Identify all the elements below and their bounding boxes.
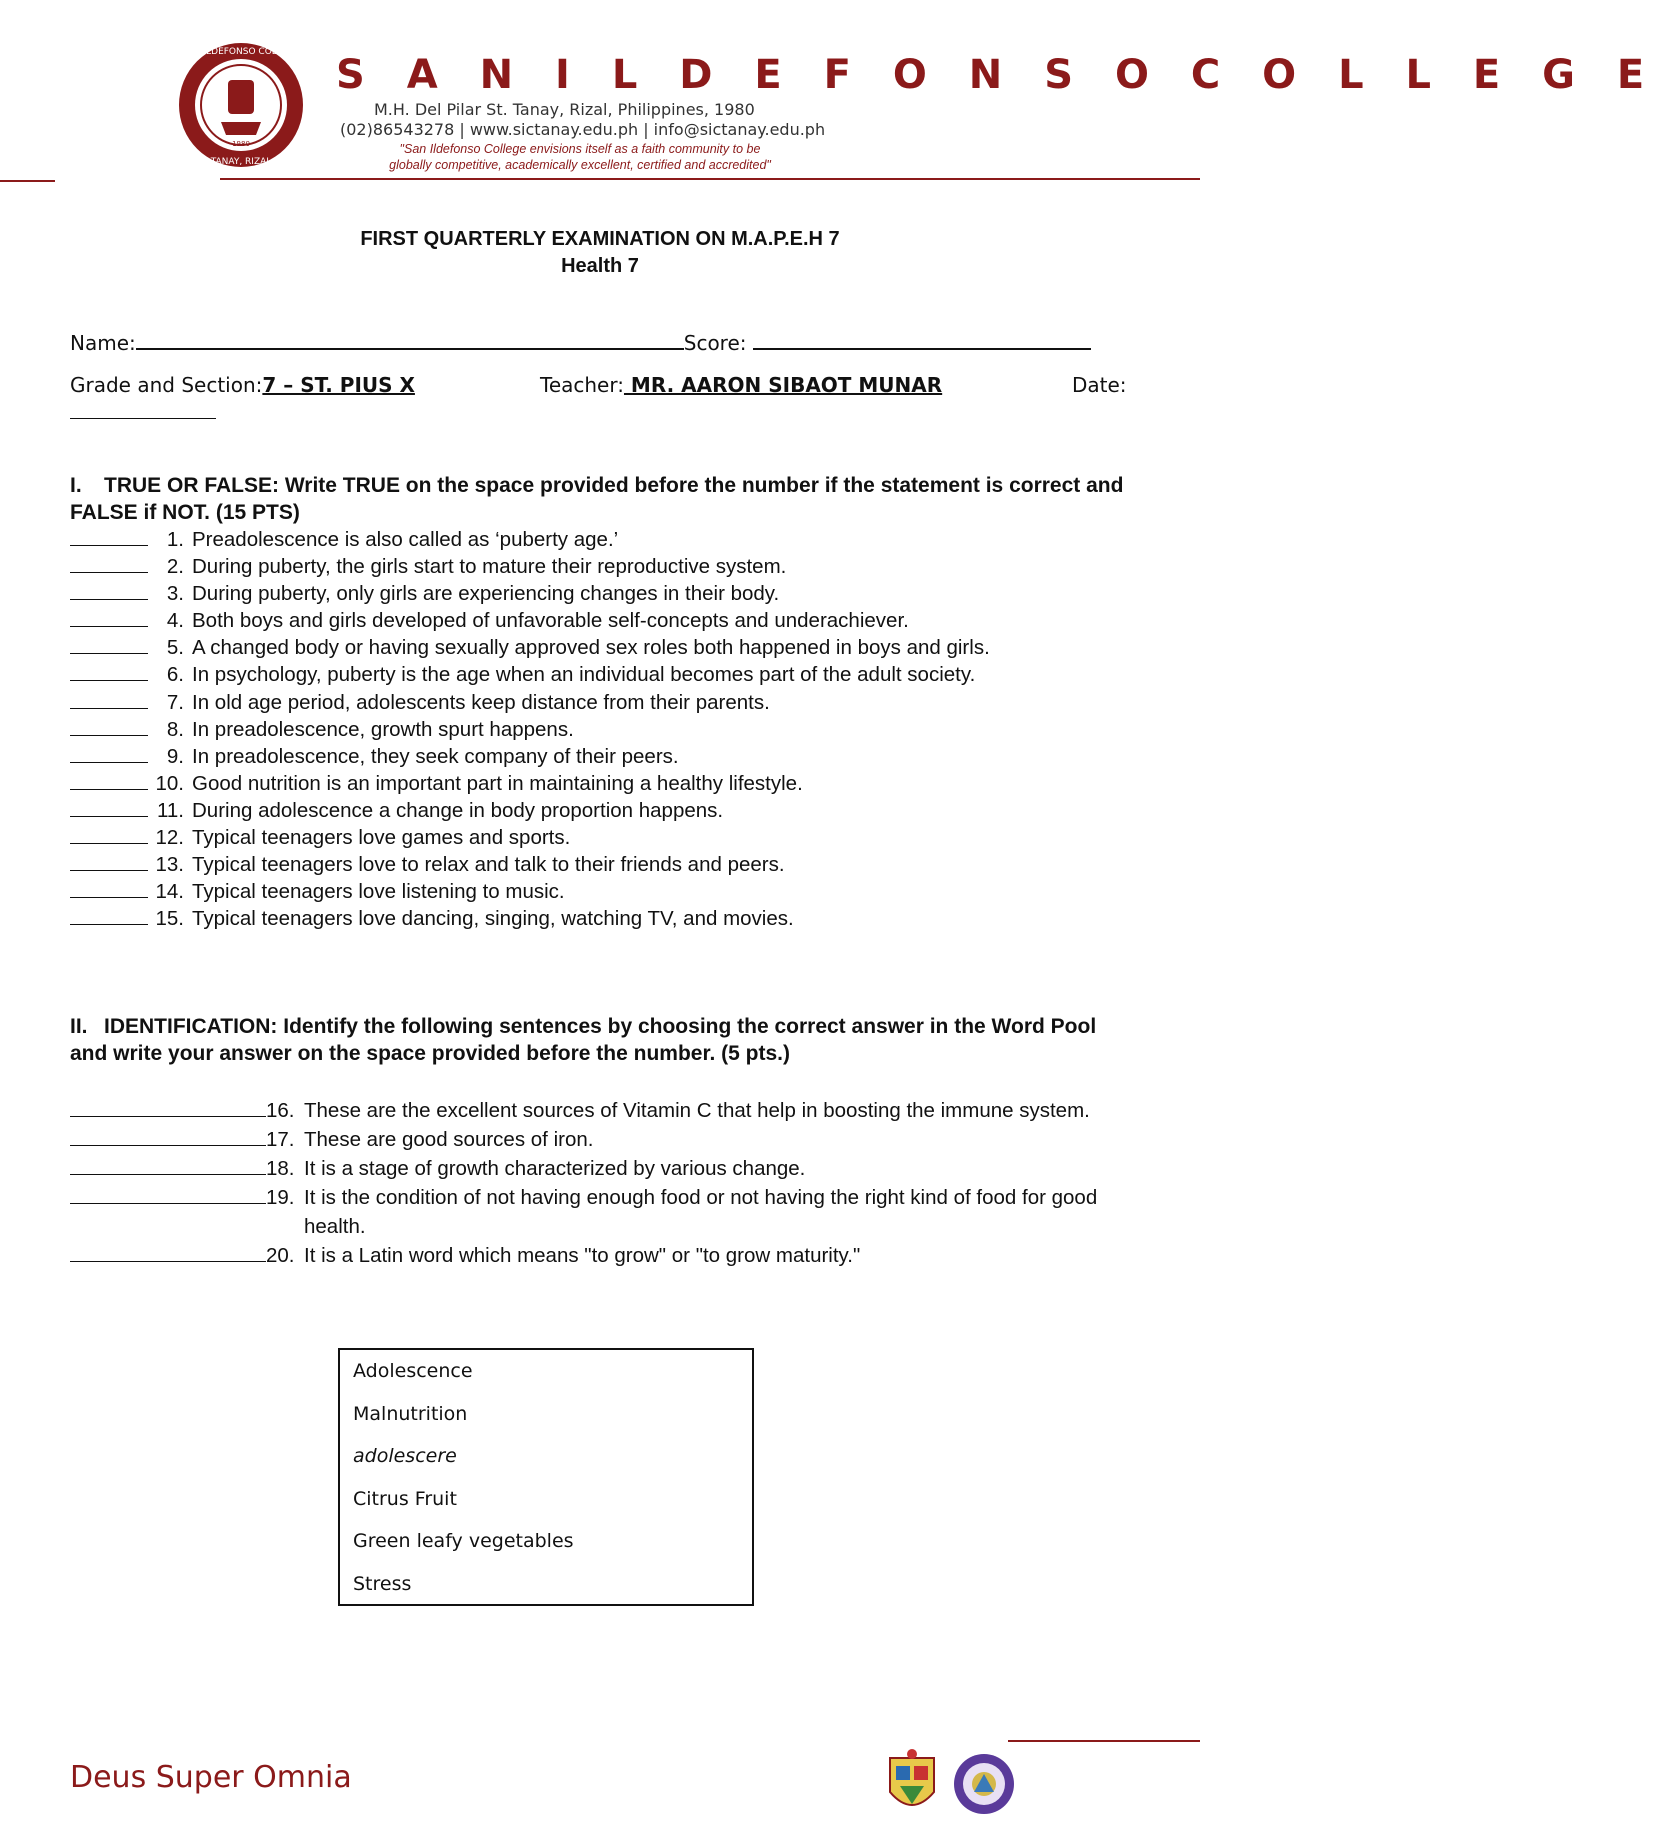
section2-heading: II. IDENTIFICATION: Identify the following sentences by choosing the correct answer in the Word Pool and write your answer on the space provided before the number. (5 pts.) xyxy=(70,1015,1097,1065)
teacher-row xyxy=(540,373,942,397)
answer-blank[interactable] xyxy=(70,851,148,871)
answer-blank[interactable] xyxy=(70,607,148,627)
college-name: S A N I L D E F O N S O C O L L E G E xyxy=(336,52,1658,98)
item-text: In old age period, adolescents keep distance from their parents. xyxy=(192,690,770,714)
identification-item xyxy=(70,1096,1150,1125)
true-false-item xyxy=(70,716,1150,743)
item-number: 3. xyxy=(166,582,184,606)
identification-item xyxy=(70,1125,1150,1154)
item-text: Typical teenagers love games and sports. xyxy=(192,826,571,850)
item-text: Typical teenagers love listening to music. xyxy=(192,880,565,904)
item-text: In preadolescence, they seek company of their peers. xyxy=(192,744,679,768)
item-text: It is a stage of growth characterized by various change. xyxy=(304,1157,806,1180)
answer-blank[interactable] xyxy=(70,1241,266,1262)
item-number: 19. xyxy=(266,1186,295,1209)
date-label: Date: xyxy=(1072,373,1127,397)
true-false-item xyxy=(70,905,1150,932)
svg-text:SAN ILDEFONSO COLLEGE: SAN ILDEFONSO COLLEGE xyxy=(181,47,301,57)
answer-blank[interactable] xyxy=(70,770,148,790)
true-false-item xyxy=(70,797,1150,824)
item-number: 18. xyxy=(266,1157,295,1180)
item-text: Typical teenagers love dancing, singing, watching TV, and movies. xyxy=(192,907,794,931)
answer-blank[interactable] xyxy=(70,689,148,709)
item-text: During puberty, only girls are experiencing changes in their body. xyxy=(192,582,780,606)
college-vision: "San Ildefonso College envisions itself as a faith community to be globally competitive, academically excellent, certified and accredited" xyxy=(389,142,771,172)
item-number: 11. xyxy=(157,798,184,822)
svg-text:TANAY, RIZAL: TANAY, RIZAL xyxy=(210,157,272,167)
section1-heading: I. TRUE OR FALSE: Write TRUE on the space provided before the number if the statement is correct and FALSE if NOT. (15 PTS) xyxy=(70,474,1124,524)
item-text: During adolescence a change in body proportion happens. xyxy=(192,798,724,822)
answer-blank[interactable] xyxy=(70,1154,266,1175)
grade-value: 7 – ST. PIUS X xyxy=(262,373,415,397)
word-pool-item: Adolescence xyxy=(353,1360,473,1382)
item-text: A changed body or having sexually approved sex roles both happened in boys and girls. xyxy=(192,636,990,660)
diocese-crest-icon xyxy=(884,1748,940,1820)
date-field[interactable] xyxy=(70,418,216,419)
item-number: 7. xyxy=(166,690,184,714)
association-seal-icon xyxy=(952,1752,1016,1816)
college-address: M.H. Del Pilar St. Tanay, Rizal, Philippines, 1980 xyxy=(374,100,755,119)
item-text: Good nutrition is an important part in maintaining a healthy lifestyle. xyxy=(192,771,803,795)
item-number: 8. xyxy=(166,717,184,741)
item-number: 17. xyxy=(266,1128,295,1151)
footer-divider xyxy=(1008,1740,1200,1742)
grade-row xyxy=(70,373,415,397)
item-text: In psychology, puberty is the age when an individual becomes part of the adult society. xyxy=(192,663,976,687)
answer-blank[interactable] xyxy=(70,1183,266,1204)
true-false-item xyxy=(70,878,1150,905)
true-false-item xyxy=(70,824,1150,851)
word-pool-item: adolescere xyxy=(353,1445,457,1467)
true-false-item xyxy=(70,743,1150,770)
item-text: These are the excellent sources of Vitamin C that help in boosting the immune system. xyxy=(304,1099,1090,1122)
answer-blank[interactable] xyxy=(70,526,148,546)
item-text: Preadolescence is also called as ‘puberty age.’ xyxy=(192,528,619,551)
footer-motto: Deus Super Omnia xyxy=(70,1760,352,1795)
answer-blank[interactable] xyxy=(70,824,148,844)
item-text: It is a Latin word which means "to grow" or "to grow maturity." xyxy=(304,1244,861,1267)
item-text: During puberty, the girls start to mature their reproductive system. xyxy=(192,555,787,579)
college-contact: (02)86543278 | www.sictanay.edu.ph | info@sictanay.edu.ph xyxy=(340,120,826,139)
header-divider-left xyxy=(0,180,55,182)
section2-items xyxy=(70,1096,1150,1270)
item-number: 20. xyxy=(266,1244,295,1267)
answer-blank[interactable] xyxy=(70,878,148,898)
item-number: 1. xyxy=(166,528,184,551)
teacher-label: Teacher: xyxy=(540,373,624,397)
teacher-value: MR. AARON SIBAOT MUNAR xyxy=(623,373,943,397)
item-number: 9. xyxy=(166,744,184,768)
item-number: 4. xyxy=(166,609,184,633)
svg-text:1980: 1980 xyxy=(232,140,250,148)
true-false-item xyxy=(70,553,1150,580)
exam-subtitle: Health 7 xyxy=(561,255,639,277)
item-number: 15. xyxy=(155,907,184,931)
item-number: 2. xyxy=(166,555,184,579)
answer-blank[interactable] xyxy=(70,1096,266,1117)
answer-blank[interactable] xyxy=(70,661,148,681)
item-text: These are good sources of iron. xyxy=(304,1128,594,1151)
item-number: 14. xyxy=(155,880,184,904)
word-pool-box xyxy=(338,1348,754,1606)
name-field[interactable] xyxy=(136,328,684,350)
identification-item xyxy=(70,1241,1150,1270)
item-text: Typical teenagers love to relax and talk to their friends and peers. xyxy=(192,853,785,877)
item-number: 5. xyxy=(166,636,184,660)
true-false-item xyxy=(70,526,1150,553)
identification-item xyxy=(70,1183,1150,1241)
item-number: 13. xyxy=(155,853,184,877)
answer-blank[interactable] xyxy=(70,905,148,925)
word-pool-item: Malnutrition xyxy=(353,1402,468,1425)
true-false-item xyxy=(70,634,1150,661)
answer-blank[interactable] xyxy=(70,1125,266,1146)
true-false-item xyxy=(70,580,1150,607)
identification-item xyxy=(70,1154,1150,1183)
true-false-item xyxy=(70,689,1150,716)
item-number: 6. xyxy=(166,663,184,687)
answer-blank[interactable] xyxy=(70,634,148,654)
item-number: 10. xyxy=(155,771,184,795)
exam-title: FIRST QUARTERLY EXAMINATION ON M.A.P.E.H 7 xyxy=(360,228,840,250)
header-divider-right xyxy=(220,178,1200,180)
item-number: 16. xyxy=(266,1099,295,1122)
section1-items xyxy=(70,526,1150,932)
item-text: It is the condition of not having enough food or not having the right kind of food for good health. xyxy=(304,1186,1098,1238)
name-row xyxy=(70,328,1091,355)
item-text: In preadolescence, growth spurt happens. xyxy=(192,717,574,741)
score-field[interactable] xyxy=(753,328,1091,350)
word-pool-item: Stress xyxy=(353,1572,412,1595)
true-false-item xyxy=(70,851,1150,878)
grade-label: Grade and Section: xyxy=(70,373,263,397)
answer-blank[interactable] xyxy=(70,553,148,573)
name-label: Name: xyxy=(70,331,136,355)
answer-blank[interactable] xyxy=(70,743,148,763)
true-false-item xyxy=(70,770,1150,797)
word-pool-item: Green leafy vegetables xyxy=(353,1530,574,1552)
answer-blank[interactable] xyxy=(70,797,148,817)
answer-blank[interactable] xyxy=(70,580,148,600)
word-pool-item: Citrus Fruit xyxy=(353,1487,457,1510)
item-number: 12. xyxy=(155,826,184,850)
college-seal-logo xyxy=(176,40,306,170)
true-false-item xyxy=(70,661,1150,688)
item-text: Both boys and girls developed of unfavorable self-concepts and underachiever. xyxy=(192,609,909,633)
true-false-item xyxy=(70,607,1150,634)
answer-blank[interactable] xyxy=(70,716,148,736)
score-label: Score: xyxy=(683,331,747,355)
